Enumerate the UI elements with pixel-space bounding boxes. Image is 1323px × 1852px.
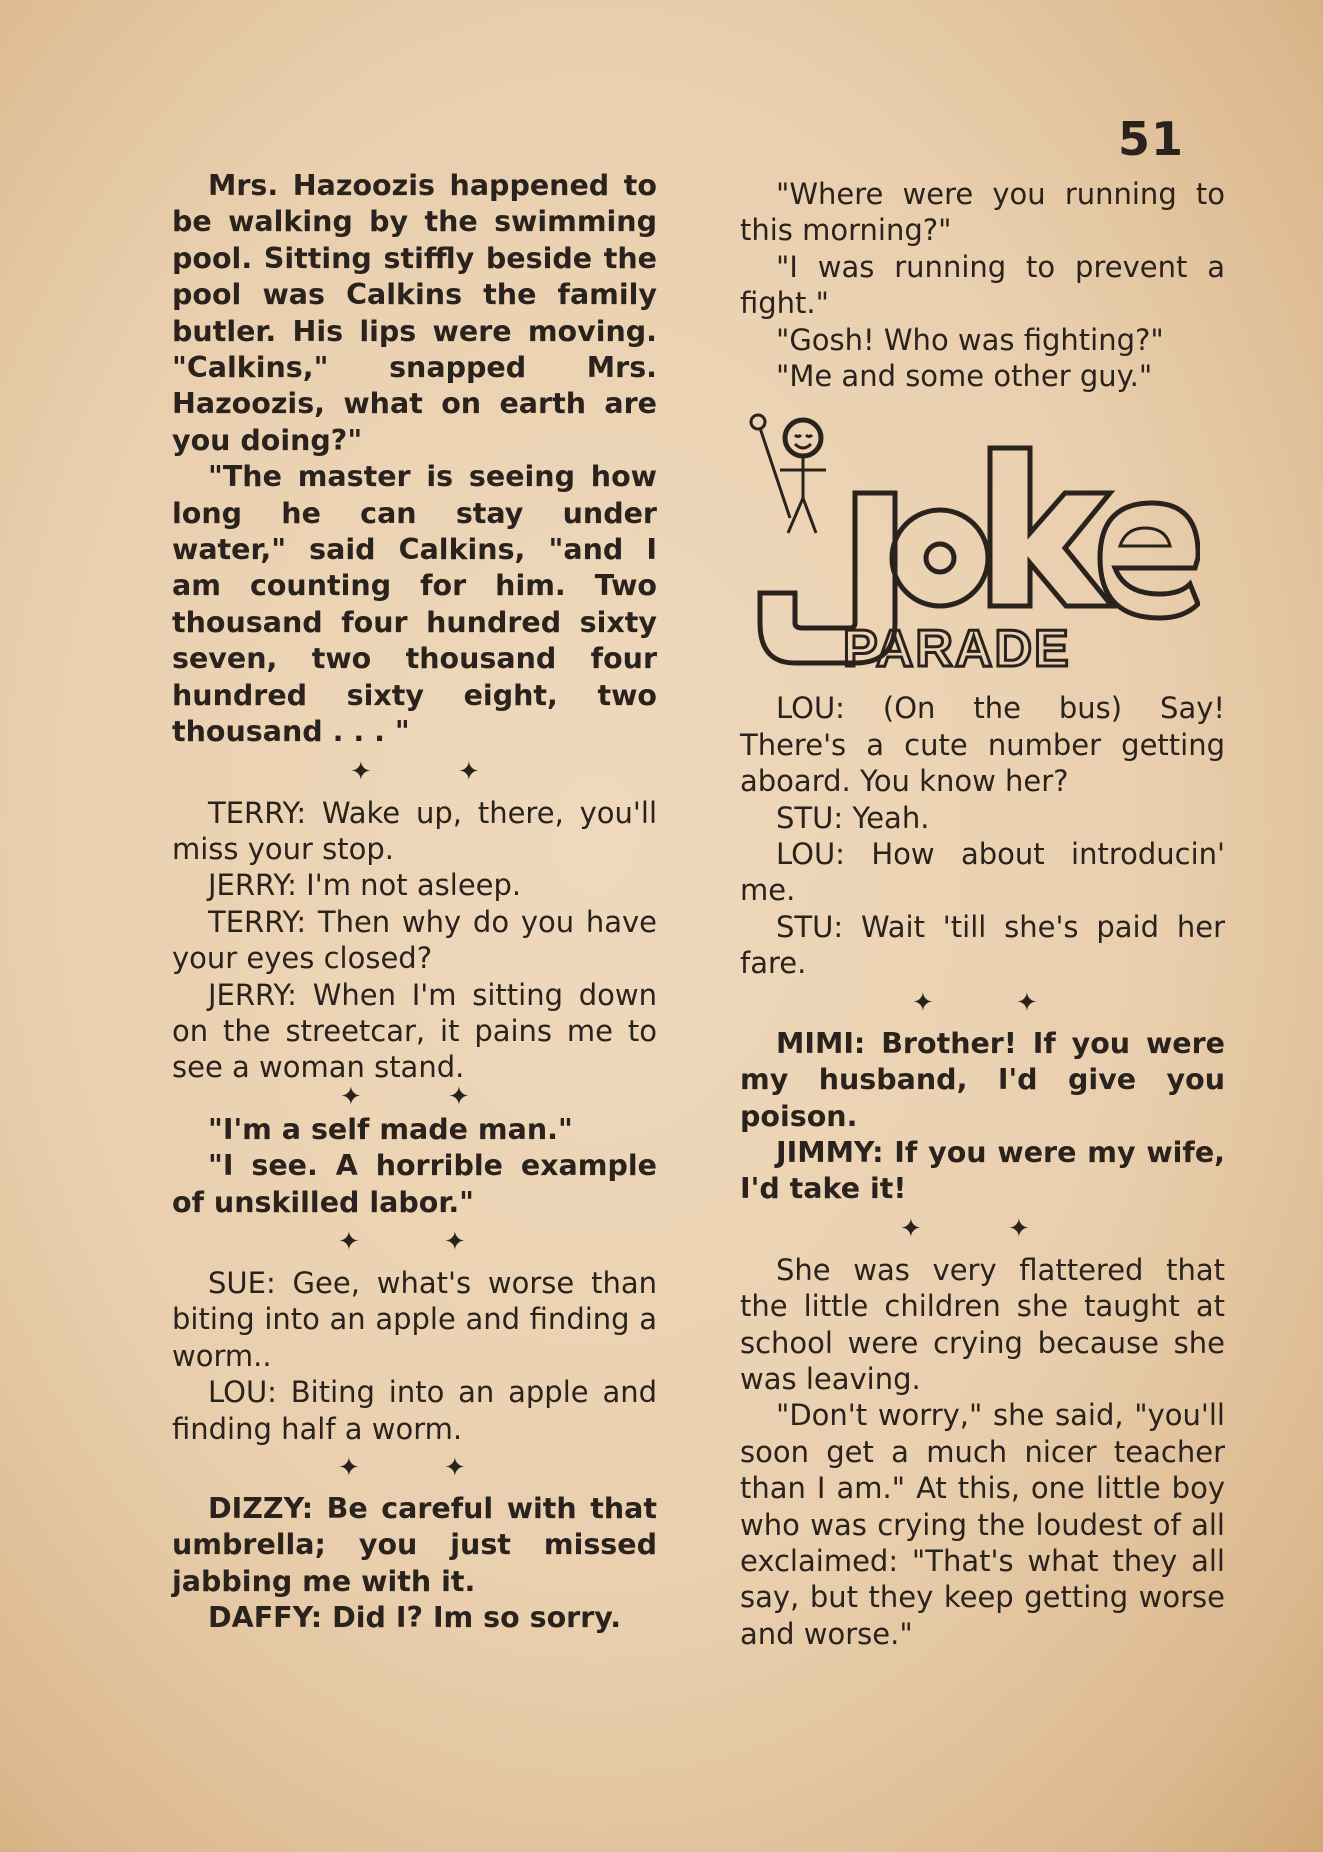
joke-jimmy-line: JIMMY: If you were my wife, I'd take it!: [740, 1135, 1225, 1206]
joke-teacher-punchline: "Don't worry," she said, "you'll soon get a much nicer teacher than I am." At this, one little boy who was crying the loudest of all exclaimed: "That's what they all say, but they keep getting worse and worse.": [740, 1398, 1225, 1651]
joke-separator: [172, 1453, 657, 1487]
joke-terry-line2: TERRY: Then why do you have your eyes closed?: [172, 904, 657, 976]
joke-running-q1: "Where were you running to this morning?": [740, 177, 1225, 248]
joke-separator: [740, 1214, 1225, 1248]
stick-figure-head-icon: [785, 420, 821, 456]
joke-parade-logo: [740, 408, 1200, 680]
joke-lou-bus-line: LOU: (On the bus) Say! There's a cute number getting aboard. You know her?: [740, 691, 1225, 799]
joke-jerry-line1: JERRY: I'm not asleep.: [208, 868, 522, 903]
joke-parade-logo-art: [740, 408, 1200, 680]
joke-separator: [740, 988, 1225, 1022]
joke-hazoozis-punchline: "The master is seeing how long he can stay under water," said Calkins, "and I am counting for him. Two thousand four hundred sixty seven, two thousand four hundred sixty eight, two thousand . . . ": [172, 460, 657, 749]
joke-jerry-line2: JERRY: When I'm sitting down on the streetcar, it pains me to see a woman stand.: [172, 977, 657, 1085]
joke-self-made-line1: "I'm a self made man.": [208, 1112, 573, 1146]
joke-running-q2: "I was running to prevent a fight.": [740, 249, 1225, 321]
sparkle-icon: ✦: [340, 1081, 362, 1112]
joke-running-q4: "Me and some other guy.": [776, 359, 1153, 394]
joke-stu-line1: STU: Yeah.: [776, 800, 930, 835]
joke-separator: [172, 757, 657, 791]
joke-daffy-line: DAFFY: Did I? Im so sorry.: [208, 1601, 622, 1635]
sparkle-icon: ✦: [1016, 987, 1038, 1018]
joke-mimi-line: MIMI: Brother! If you were my husband, I'd give you poison.: [740, 1026, 1225, 1133]
page-number: 51: [1118, 112, 1185, 166]
joke-separator: [172, 1227, 657, 1261]
sparkle-icon: ✦: [1008, 1213, 1030, 1244]
sparkle-icon: ✦: [912, 987, 934, 1018]
joke-self-made-line2: "I see. A horrible example of unskilled labor.": [172, 1149, 657, 1219]
joke-separator: [172, 1081, 657, 1112]
sparkle-icon: ✦: [338, 1453, 360, 1483]
joke-lou-introducin: LOU: How about introducin' me.: [740, 837, 1225, 908]
sparkle-icon: ✦: [900, 1213, 922, 1244]
joke-sue-line: SUE: Gee, what's worse than biting into an apple and finding a worm..: [172, 1265, 657, 1373]
joke-lou-line: LOU: Biting into an apple and finding half a worm.: [172, 1375, 657, 1446]
logo-parade-text: PARADE: [843, 620, 1071, 679]
sparkle-icon: ✦: [448, 1081, 470, 1112]
joke-running-q3: "Gosh! Who was fighting?": [776, 322, 1164, 357]
joke-terry-line1: TERRY: Wake up, there, you'll miss your stop.: [172, 795, 657, 866]
right-column: [740, 176, 1225, 1652]
left-column: [172, 168, 657, 1637]
sparkle-icon: ✦: [350, 756, 372, 787]
joke-stu-line2: STU: Wait 'till she's paid her fare.: [740, 909, 1225, 981]
sparkle-icon: ✦: [444, 1226, 466, 1257]
sparkle-icon: ✦: [458, 756, 480, 787]
sparkle-icon: ✦: [338, 1226, 360, 1257]
joke-hazoozis-setup: Mrs. Hazoozis happened to be walking by the swimming pool. Sitting stiffly beside the pool was Calkins the family butler. His lips were moving. "Calkins," snapped Mrs. Hazoozis, what on earth are you doing?": [172, 169, 657, 457]
joke-dizzy-line: DIZZY: Be careful with that umbrella; you just missed jabbing me with it.: [172, 1492, 657, 1598]
sparkle-icon: ✦: [444, 1453, 466, 1483]
joke-teacher-setup: She was very flattered that the little children she taught at school were crying because she was leaving.: [740, 1252, 1225, 1396]
